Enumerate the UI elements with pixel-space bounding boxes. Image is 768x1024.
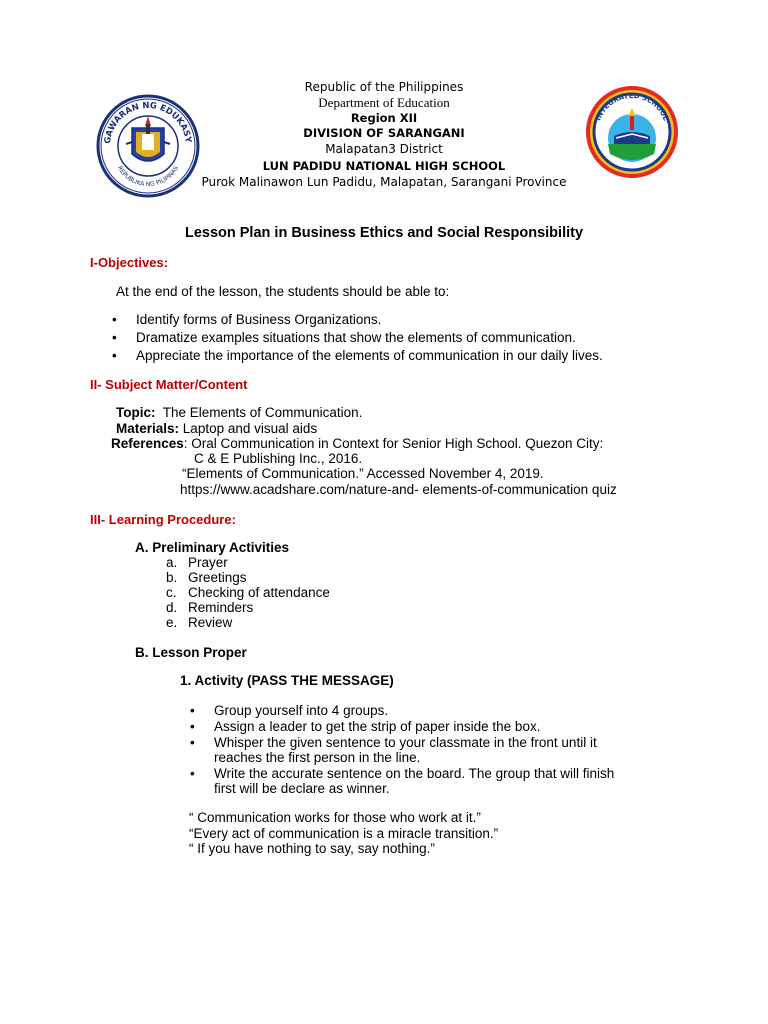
materials-value: Laptop and visual aids xyxy=(182,421,318,436)
lesson-proper-heading: B. Lesson Proper xyxy=(135,645,247,660)
header-department: Department of Education xyxy=(318,95,450,110)
prelim-marker: d. xyxy=(166,600,178,615)
objectives-heading: I-Objectives: xyxy=(90,255,169,270)
objective-item: • Appreciate the importance of the elements of communication in our daily lives. xyxy=(136,348,603,363)
materials-line xyxy=(116,421,317,436)
activity-heading: 1. Activity (PASS THE MESSAGE) xyxy=(180,673,394,688)
references-value: : Oral Communication in Context for Senior High School. Quezon City: xyxy=(183,436,604,451)
topic-label: Topic: xyxy=(116,405,156,420)
references-line xyxy=(111,436,603,451)
prelim-text: Prayer xyxy=(188,555,228,570)
topic-line xyxy=(116,405,362,420)
objective-item: • Identify forms of Business Organizations. xyxy=(136,312,381,327)
activity-item: • Group yourself into 4 groups. xyxy=(214,703,388,718)
references-line2: C & E Publishing Inc., 2016. xyxy=(194,451,363,466)
activity-item: • Write the accurate sentence on the board. The group that will finish xyxy=(214,766,614,781)
header-republic: Republic of the Philippines xyxy=(304,80,464,94)
prelim-marker: a. xyxy=(166,555,178,570)
header-region: Region XII xyxy=(350,111,418,125)
prelim-item xyxy=(166,600,253,615)
activity-item-continued: first will be declare as winner. xyxy=(214,781,390,796)
prelim-marker: c. xyxy=(166,585,177,600)
objectives-intro: At the end of the lesson, the students should be able to: xyxy=(116,284,450,299)
svg-text:KAGAWARAN NG EDUKASYON: GAWARAN NG EDUKASY xyxy=(102,100,193,145)
prelim-item xyxy=(166,585,330,600)
objective-item: • Dramatize examples situations that show the elements of communication. xyxy=(136,330,576,345)
header-address: Purok Malinawon Lun Padidu, Malapatan, Sarangani Province xyxy=(201,175,567,189)
subject-heading: II- Subject Matter/Content xyxy=(90,377,248,392)
references-url: https://www.acadshare.com/nature-and- elements-of-communication quiz xyxy=(180,482,617,497)
prelim-marker: b. xyxy=(166,570,178,585)
header-school: LUN PADIDU NATIONAL HIGH SCHOOL xyxy=(262,159,506,173)
prelim-text: Checking of attendance xyxy=(188,585,330,600)
activity-item-continued: reaches the first person in the line. xyxy=(214,750,421,765)
activity-item: • Whisper the given sentence to your classmate in the front until it xyxy=(214,735,597,750)
references-label: References xyxy=(111,436,184,451)
header-district: Malapatan3 District xyxy=(325,142,443,156)
svg-text:REPUBLIKA NG PILIPINAS: REPUBLIKA NG PILIPINAS xyxy=(115,164,181,189)
topic-value: The Elements of Communication. xyxy=(162,405,363,420)
prelim-text: Review xyxy=(188,615,233,630)
procedure-heading: III- Learning Procedure: xyxy=(90,512,236,527)
svg-text:INTEGRATED SCHOOL: INTEGRATED SCHOOL xyxy=(594,91,670,122)
document-title: Lesson Plan in Business Ethics and Social Responsibility xyxy=(184,225,584,241)
prelim-marker: e. xyxy=(166,615,178,630)
prelim-text: Reminders xyxy=(188,600,254,615)
activity-item: • Assign a leader to get the strip of paper inside the box. xyxy=(214,719,540,734)
header-division: DIVISION OF SARANGANI xyxy=(303,126,465,140)
prelim-item xyxy=(166,555,228,570)
prelim-item xyxy=(166,570,247,585)
materials-label: Materials: xyxy=(116,421,180,436)
quote: “ If you have nothing to say, say nothing.” xyxy=(189,841,435,856)
prelim-heading: A. Preliminary Activities xyxy=(135,540,290,555)
quote: “Every act of communication is a miracle transition.” xyxy=(189,826,499,841)
references-line3: “Elements of Communication.” Accessed November 4, 2019. xyxy=(182,466,544,481)
quote: “ Communication works for those who work at it.” xyxy=(189,810,481,825)
prelim-item xyxy=(166,615,232,630)
prelim-text: Greetings xyxy=(188,570,247,585)
